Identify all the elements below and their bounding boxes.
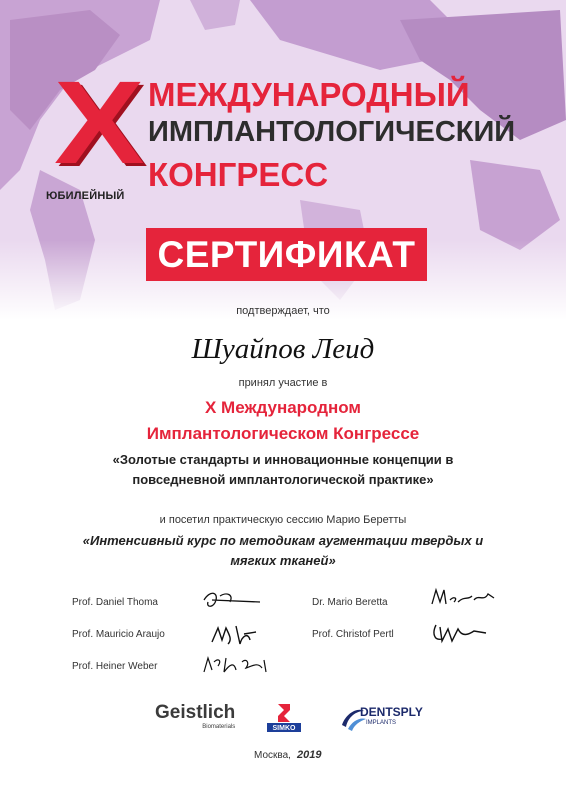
- topic-line-2: повседневной имплантологической практике»: [132, 472, 434, 487]
- topic-line-1: «Золотые стандарты и инновационные концепции в: [112, 452, 454, 467]
- roman-numeral: X: [54, 57, 145, 189]
- signatory-name: Dr. Mario Beretta: [312, 597, 388, 608]
- title-line-1: МЕЖДУНАРОДНЫЙ: [148, 76, 470, 113]
- participation-text: принял участие в: [238, 377, 328, 389]
- signature-image: [428, 586, 500, 612]
- dentsply-subtitle: IMPLANTS: [366, 720, 397, 726]
- footer-city: Москва,: [254, 750, 291, 761]
- congress-line-2: Имплантологическом Конгрессе: [146, 424, 420, 443]
- congress-logo: [40, 57, 530, 208]
- footer-year: 2019: [297, 749, 322, 761]
- dentsply-logo: [338, 703, 448, 733]
- signatory-name: Prof. Daniel Thoma: [72, 597, 158, 608]
- congress-line-1: X Международном: [204, 398, 362, 417]
- confirms-text: подтверждает, что: [236, 305, 330, 317]
- recipient-name: Шуайпов Леид: [191, 333, 375, 365]
- jubilee-label: ЮБИЛЕЙНЫЙ: [46, 190, 125, 202]
- signature-image: [428, 619, 494, 647]
- simko-wordmark: SIMKO: [272, 725, 296, 732]
- simko-logo: [267, 702, 301, 732]
- signature-image: [206, 622, 268, 650]
- geistlich-logo: [155, 703, 235, 730]
- geistlich-subtitle: Biomaterials: [202, 724, 236, 730]
- signatory-name: Prof. Heiner Weber: [72, 661, 158, 672]
- title-line-3: КОНГРЕСС: [148, 156, 329, 193]
- signature-image: [200, 652, 274, 678]
- course-line-2: мягких тканей»: [230, 553, 336, 568]
- certificate-banner: СЕРТИФИКАТ: [146, 228, 427, 281]
- signatory-name: Prof. Mauricio Araujo: [72, 629, 165, 640]
- signature-image: [200, 588, 270, 612]
- title-line-2: ИМПЛАНТОЛОГИЧЕСКИЙ: [148, 116, 516, 148]
- dentsply-wordmark: DENTSPLY: [360, 705, 423, 719]
- course-line-1: «Интенсивный курс по методикам аугментации твердых и: [82, 533, 484, 548]
- session-text: и посетил практическую сессию Марио Беретты: [159, 514, 407, 526]
- geistlich-wordmark: Geistlich: [155, 702, 236, 723]
- signatory-name: Prof. Christof Pertl: [312, 629, 394, 640]
